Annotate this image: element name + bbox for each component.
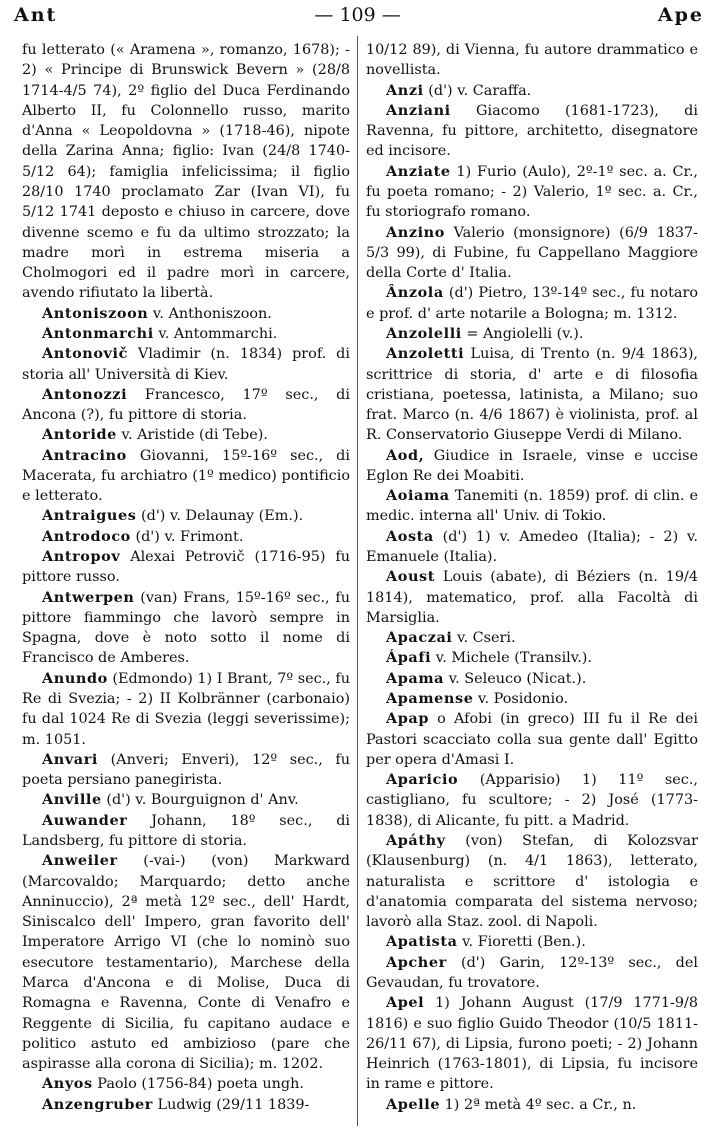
entry-headword: Anzino [386, 223, 445, 241]
dictionary-entry [22, 344, 350, 385]
entry-headword: Apáthy [386, 831, 446, 849]
entry-headword: Antracino [42, 446, 127, 464]
right-column [366, 40, 698, 1115]
dictionary-entry [22, 669, 350, 750]
dictionary-entry [366, 223, 698, 284]
entry-headword: Apelle [386, 1095, 441, 1113]
dictionary-entry [22, 40, 350, 304]
entry-headword: Auwander [42, 811, 128, 829]
dictionary-entry [366, 831, 698, 932]
entry-headword: Ânzola [386, 284, 444, 302]
header-right-word: Ape [657, 4, 704, 26]
dictionary-entry [366, 81, 698, 101]
dictionary-entry [366, 446, 698, 487]
dictionary-entry [22, 750, 350, 791]
dictionary-entry [22, 790, 350, 810]
entry-headword: Apel [386, 994, 425, 1012]
entry-text: (d') v. Frimont. [135, 528, 244, 545]
entry-headword: Anziate [386, 162, 451, 180]
entry-headword: Antropov [42, 548, 121, 566]
entry-text: Alexai Petrovič (1716-95) fu pittore russo. [22, 549, 350, 586]
entry-headword: Aoiama [386, 487, 450, 505]
entry-headword: Antrodoco [42, 527, 131, 545]
entry-text: (-vai-) (von) Markward (Marcovaldo; Marquardo; detto anche Anninuccio), 2ª metà 12º sec., dell' Hardt, Siniscalco dell' Impero, gran favorito dell' Imperatore Arrigo VI (che lo nominò suo esecutore testamentario), Marchese della Marca d'Ancona e di Molise, Duca di Romagna e Ravenna, Conte di Venafro e Reggente di Sicilia, fu capitano audace e politico astuto ed ambizioso (pare che aspirasse alla corona di Sicilia); m. 1202. [22, 853, 351, 1073]
entry-headword: Aosta [386, 527, 434, 545]
entry-headword: Antonovič [42, 345, 128, 363]
entry-headword: Apatista [386, 933, 458, 951]
entry-headword: Anweiler [42, 852, 118, 870]
dictionary-entry [366, 283, 698, 324]
entry-text: (van) Frans, 15º-16º sec., fu pittore fiammingo che lavorò sempre in Spagna, dove è noto sotto il nome di Francisco de Amberes. [22, 589, 350, 667]
entry-headword: Antoride [42, 426, 117, 444]
entry-headword: Anzengruber [42, 1095, 153, 1113]
entry-headword: Anziani [386, 101, 451, 119]
entry-text: v. Anthoniszoon. [152, 305, 272, 322]
entry-headword: Aoust [386, 568, 435, 586]
dictionary-entry [366, 932, 698, 952]
entry-text: v. Antommarchi. [158, 325, 278, 342]
dictionary-entry [366, 162, 698, 223]
entry-text: Louis (abate), di Béziers (n. 19/4 1814), matematico, prof. alla Facoltà di Marsiglia. [366, 569, 698, 626]
entry-text: Valerio (monsignore) (6/9 1837-5/3 99), di Fubine, fu Cappellano Maggiore della Corte d' Italia. [366, 224, 698, 282]
entry-headword: Antonozzi [42, 385, 128, 403]
dictionary-entry [22, 811, 350, 852]
dictionary-entry [22, 506, 350, 526]
entry-text: (d') v. Bourguignon d' Anv. [106, 792, 299, 809]
dictionary-entry [366, 101, 698, 162]
dictionary-entry [22, 1074, 350, 1094]
entry-headword: Aod, [386, 446, 425, 464]
entry-headword: Anundo [42, 669, 108, 687]
entry-headword: Ápafi [386, 649, 432, 667]
page-header [14, 2, 704, 28]
entry-headword: Anzoletti [386, 345, 465, 363]
entry-headword: Anvari [42, 750, 98, 768]
entry-text: 1) 2ª metà 4º sec. a Cr., n. [444, 1096, 637, 1113]
entry-text: o Afobi (in greco) III fu il Re dei Pastori scacciato colla sua gente dall' Egitto per opera d'Amasi I. [366, 711, 698, 768]
entry-text: (d') 1) v. Amedeo (Italia); - 2) v. Emanuele (Italia). [366, 528, 699, 566]
dictionary-entry [366, 993, 698, 1094]
entry-text: Giudice in Israele, vinse e uccise Eglon Re dei Moabiti. [366, 447, 698, 484]
entry-headword: Antonmarchi [42, 324, 154, 342]
entry-text: Luisa, di Trento (n. 9/4 1863), scrittrice di storia, d' arte e di filosofia cristiana, poetessa, latinista, a Milano; suo frat. Marco (n. 4/6 1867) è violinista, prof. al R. Conservatorio Giuseppe Verdi di Milano. [366, 346, 699, 444]
entry-headword: Apcher [386, 953, 447, 971]
entry-text: Ludwig (29/11 1839- [157, 1096, 310, 1113]
entry-text: (d') Garin, 12º-13º sec., del Gevaudan, fu trovatore. [366, 954, 698, 991]
dictionary-entry [22, 425, 350, 445]
entry-text: v. Seleuco (Nicat.). [448, 670, 587, 687]
entry-text: Paolo (1756-84) poeta ungh. [97, 1076, 304, 1093]
entry-text: v. Aristide (di Tebe). [121, 427, 268, 444]
page-number: — 109 — [314, 4, 401, 26]
entry-text: Johann, 18º sec., di Landsberg, fu pittore di storia. [22, 812, 351, 849]
dictionary-entry [22, 324, 350, 344]
dictionary-entry [366, 648, 698, 668]
entry-text: Vladimir (n. 1834) prof. di storia all' Università di Kiev. [22, 346, 350, 383]
entry-text: (von) Stefan, di Kolozsvar (Klausenburg) (n. 4/1 1863), letterato, naturalista e scrittore d' istologia e d'anatomia comparata del sistema nervoso; lavorò alla Staz. zool. di Napoli. [366, 832, 699, 931]
dictionary-entry [366, 486, 698, 527]
dictionary-entry [366, 689, 698, 709]
dictionary-entry [366, 527, 698, 568]
entry-headword: Apamense [386, 690, 474, 707]
entry-headword: Apama [386, 669, 445, 687]
entry-text: fu letterato (« Aramena », romanzo, 1678); - 2) « Principe di Brunswick Bevern » (28/8 1714-4/5 74), 2º figlio del Duca Ferdinando Alberto II, fu Colonnello russo, marito d'Anna « Leopoldovna » (1718-46), nipote della Zarina Anna; figlio: Ivan (24/8 1740-5/12 64); famiglia infelicissima; il figlio 28/10 1740 proclamato Zar (Ivan VI), fu 5/12 1741 deposto e chiuso in carcere, dove divenne scemo e fu da ultimo strozzato; la madre morì in estrema miseria a Cholmogori ed il padre morì in carcere, avendo rifiutato la libertà. [22, 42, 350, 302]
entry-text: v. Posidonio. [478, 691, 569, 707]
left-column [22, 40, 350, 1115]
dictionary-entry [366, 344, 698, 445]
entry-text: Tanemiti (n. 1859) prof. di clin. e medic. interna all' Univ. di Tokio. [366, 488, 698, 525]
entry-text: Giacomo (1681-1723), di Ravenna, fu pittore, architetto, disegnatore ed incisore. [366, 102, 698, 160]
dictionary-entry [22, 527, 350, 547]
entry-headword: Antraigues [42, 507, 137, 525]
header-left-word: Ant [14, 4, 58, 26]
entry-text: Francesco, 17º sec., di Ancona (?), fu pittore di storia. [22, 386, 350, 424]
entry-headword: Anzi [386, 81, 424, 99]
entry-headword: Anville [42, 791, 102, 809]
entry-headword: Anyos [42, 1075, 93, 1093]
dictionary-entry [22, 588, 350, 669]
dictionary-entry [22, 385, 350, 426]
dictionary-entry [22, 851, 350, 1074]
entry-headword: Antwerpen [42, 588, 135, 606]
entry-text: v. Michele (Transilv.). [435, 650, 592, 667]
column-divider [357, 36, 358, 1126]
entry-text: (Anveri; Enveri), 12º sec., fu poeta persiano panegirista. [22, 751, 351, 789]
entry-text: (d') v. Caraffa. [428, 82, 532, 99]
entry-headword: Anzolelli [386, 324, 462, 342]
dictionary-entry [366, 40, 698, 81]
dictionary-entry [366, 709, 698, 770]
dictionary-entry [366, 953, 698, 994]
dictionary-entry [22, 547, 350, 588]
dictionary-entry [22, 304, 350, 324]
dictionary-entry [366, 628, 698, 648]
entry-text: (d') Pietro, 13º-14º sec., fu notaro e prof. d' arte notarile a Bologna; m. 1312. [366, 285, 698, 322]
dictionary-entry [366, 1095, 698, 1115]
entry-text: 10/12 89), di Vienna, fu autore drammatico e novellista. [366, 42, 698, 79]
entry-text: v. Fioretti (Ben.). [462, 934, 586, 951]
entry-headword: Aparicio [386, 771, 459, 789]
entry-text: (Apparisio) 1) 11º sec., castigliano, fu scultore; - 2) José (1773-1838), di Alicante, fu pitt. a Madrid. [366, 772, 698, 829]
entry-headword: Apap [386, 710, 430, 728]
dictionary-entry [366, 567, 698, 628]
dictionary-entry [366, 324, 698, 344]
entry-text: (d') v. Delaunay (Em.). [141, 508, 304, 525]
dictionary-entry [366, 770, 698, 831]
entry-text: Giovanni, 15º-16º sec., di Macerata, fu archiatro (1º medico) pontificio e letterato. [22, 447, 350, 505]
entry-headword: Antoniszoon [42, 304, 149, 322]
entry-text: 1) Furio (Aulo), 2º-1º sec. a. Cr., fu poeta romano; - 2) Valerio, 1º sec. a. Cr., fu storiografo romano. [366, 163, 698, 221]
dictionary-entry [366, 669, 698, 689]
entry-text: v. Cseri. [457, 630, 516, 647]
entry-text: 1) Johann August (17/9 1771-9/8 1816) e suo figlio Guido Theodor (10/5 1811-26/11 67), di Lipsia, furono poeti; - 2) Johann Heinrich (1763-1801), di Lipsia, fu incisore in rame e pittore. [366, 995, 698, 1093]
entry-headword: Apaczai [386, 629, 453, 647]
dictionary-entry [22, 446, 350, 507]
entry-text: (Edmondo) 1) I Brant, 7º sec., fu Re di Svezia; - 2) II Kolbränner (carbonaio) fu dal 1024 Re di Svezia (leggi severissime); m. 1051. [22, 670, 350, 748]
entry-text: = Angiolelli (v.). [466, 325, 584, 342]
dictionary-entry [22, 1095, 350, 1115]
